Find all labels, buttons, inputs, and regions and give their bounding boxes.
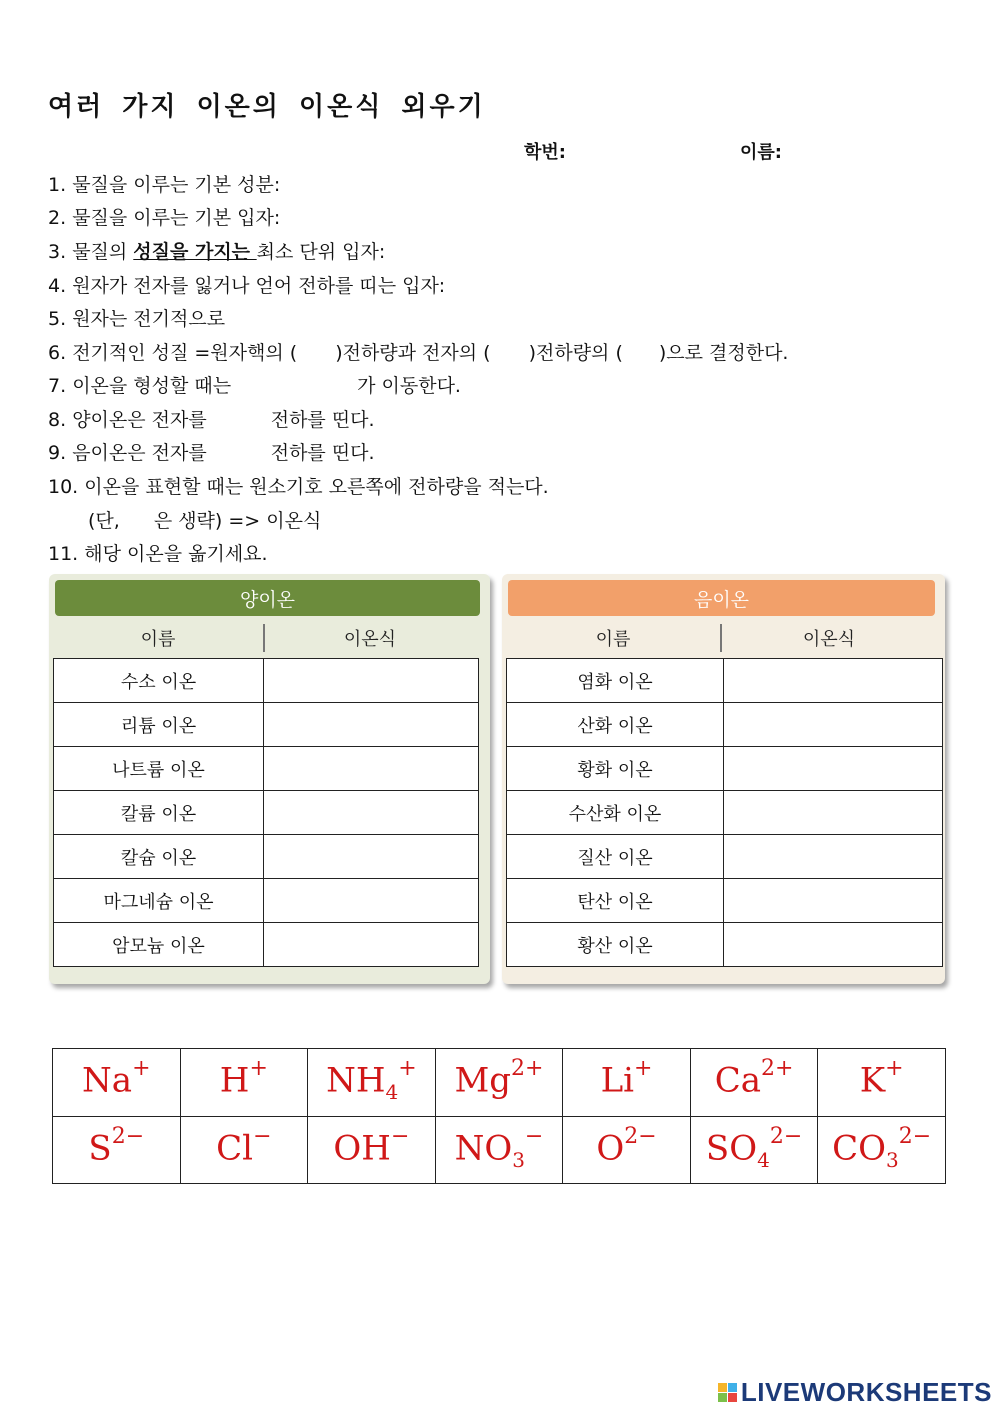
question-11: 11. 해당 이온을 옮기세요. — [48, 543, 268, 565]
anion-table — [506, 658, 943, 967]
ion-card-k[interactable]: K+ — [818, 1049, 946, 1117]
cation-table-panel — [49, 574, 490, 984]
cation-formula-drop-zone[interactable] — [264, 923, 479, 967]
anion-col-formula: 이온식 — [802, 629, 856, 650]
page-title: 여러 가지 이온의 이온식 외우기 — [48, 92, 486, 122]
anion-name-cell: 황화 이온 — [507, 747, 724, 791]
cation-name-cell: 칼륨 이온 — [54, 791, 264, 835]
table-row — [507, 703, 943, 747]
anion-name-cell: 탄산 이온 — [507, 879, 724, 923]
table-row — [507, 879, 943, 923]
question-10-note: (단, 은 생략) => 이온식 — [88, 510, 322, 532]
table-row — [54, 659, 479, 703]
question-5: 5. 원자는 전기적으로 — [48, 308, 226, 330]
ion-card-bank — [52, 1048, 946, 1184]
question-4: 4. 원자가 전자를 잃거나 얻어 전하를 띠는 입자: — [48, 275, 446, 297]
ion-card-li[interactable]: Li+ — [563, 1049, 691, 1117]
question-2: 2. 물질을 이루는 기본 입자: — [48, 207, 281, 229]
question-10: 10. 이온을 표현할 때는 원소기호 오른쪽에 전하량을 적는다. — [48, 476, 549, 498]
question-6: 6. 전기적인 성질 =원자핵의 ( )전하량과 전자의 ( )전하량의 ( )으로 결정한다. — [48, 342, 789, 364]
cation-formula-drop-zone[interactable] — [264, 791, 479, 835]
anion-name-cell: 질산 이온 — [507, 835, 724, 879]
ion-card-no3[interactable]: $NO_3^-$ — [435, 1116, 563, 1184]
ion-card-o[interactable]: $O^{2-}$ — [563, 1116, 691, 1184]
ion-card-co3[interactable]: $CO_3^{2-}$ — [818, 1116, 946, 1184]
cation-col-name: 이름 — [140, 629, 176, 650]
table-row — [54, 879, 479, 923]
cation-name-cell: 나트륨 이온 — [54, 747, 264, 791]
cation-name-cell: 리튬 이온 — [54, 703, 264, 747]
anion-formula-drop-zone[interactable] — [724, 703, 943, 747]
ion-card-row — [53, 1049, 946, 1117]
table-row — [507, 791, 943, 835]
cation-name-cell: 칼슘 이온 — [54, 835, 264, 879]
ion-card-s[interactable]: $S^{2-}$ — [53, 1116, 181, 1184]
anion-formula-drop-zone[interactable] — [724, 835, 943, 879]
cation-formula-drop-zone[interactable] — [264, 879, 479, 923]
logo-icon — [718, 1383, 737, 1402]
anion-name-cell: 황산 이온 — [507, 923, 724, 967]
table-row — [54, 791, 479, 835]
cation-formula-drop-zone[interactable] — [264, 747, 479, 791]
anion-name-cell: 수산화 이온 — [507, 791, 724, 835]
ion-card-h[interactable]: H+ — [180, 1049, 308, 1117]
anion-formula-drop-zone[interactable] — [724, 879, 943, 923]
anion-column-headers — [506, 622, 941, 654]
cation-table — [53, 658, 479, 967]
cation-formula-drop-zone[interactable] — [264, 703, 479, 747]
anion-name-cell: 염화 이온 — [507, 659, 724, 703]
question-8: 8. 양이온은 전자를 전하를 띤다. — [48, 409, 375, 431]
ion-card-cl[interactable]: Cl− — [180, 1116, 308, 1184]
anion-table-panel — [502, 574, 945, 984]
ion-card-so4[interactable]: $SO_4^{2-}$ — [690, 1116, 818, 1184]
liveworksheets-logo[interactable] — [718, 1377, 992, 1408]
cation-formula-drop-zone[interactable] — [264, 835, 479, 879]
anion-name-cell: 산화 이온 — [507, 703, 724, 747]
table-row — [507, 659, 943, 703]
question-9: 9. 음이온은 전자를 전하를 띤다. — [48, 442, 375, 464]
anion-formula-drop-zone[interactable] — [724, 923, 943, 967]
cation-name-cell: 수소 이온 — [54, 659, 264, 703]
table-row — [54, 923, 479, 967]
table-row — [54, 747, 479, 791]
anion-formula-drop-zone[interactable] — [724, 747, 943, 791]
cation-formula-drop-zone[interactable] — [264, 659, 479, 703]
anion-table-header: 음이온 — [508, 580, 935, 616]
cation-column-headers — [53, 622, 486, 654]
ion-card-nh4[interactable]: $NH_4^+$ — [308, 1049, 436, 1117]
anion-formula-drop-zone[interactable] — [724, 659, 943, 703]
ion-card-ca[interactable]: $Ca^{2+}$ — [690, 1049, 818, 1117]
ion-card-mg[interactable]: $Mg^{2+}$ — [435, 1049, 563, 1117]
question-7: 7. 이온을 형성할 때는 가 이동한다. — [48, 375, 461, 397]
logo-text: LIVEWORKSHEETS — [740, 1377, 992, 1407]
question-1: 1. 물질을 이루는 기본 성분: — [48, 174, 281, 196]
ion-card-oh[interactable]: OH− — [308, 1116, 436, 1184]
cation-name-cell: 마그네슘 이온 — [54, 879, 264, 923]
student-id-label: 학번: — [524, 142, 566, 163]
table-row — [507, 747, 943, 791]
ion-card-na[interactable]: Na+ — [53, 1049, 181, 1117]
anion-formula-drop-zone[interactable] — [724, 791, 943, 835]
table-row — [54, 835, 479, 879]
cation-col-formula: 이온식 — [343, 629, 397, 650]
anion-col-name: 이름 — [595, 629, 631, 650]
question-3: 3. 물질의 성질을 가지는 최소 단위 입자: — [48, 241, 386, 263]
table-row — [507, 923, 943, 967]
name-label: 이름: — [740, 142, 782, 163]
ion-card-row — [53, 1116, 946, 1184]
cation-table-header: 양이온 — [55, 580, 480, 616]
cation-name-cell: 암모늄 이온 — [54, 923, 264, 967]
table-row — [54, 703, 479, 747]
table-row — [507, 835, 943, 879]
